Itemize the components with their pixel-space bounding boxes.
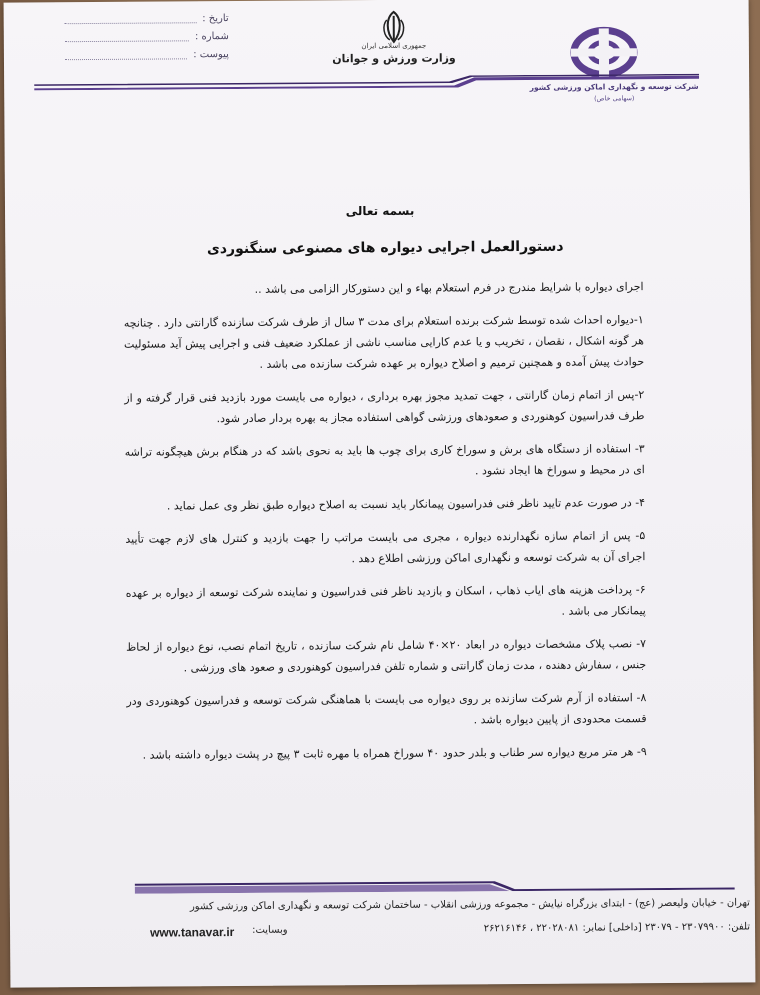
company-logo-icon (569, 26, 639, 78)
item-2: ۲-پس از اتمام زمان گارانتی ، جهت تمدید مجوز بهره برداری ، دیواره می بایست مورد بازدید فنی قرار گرفته و از طرف فدراسیون کوهنوردی و صعودهای ورزشی گواهی استفاده مجاز به بهره بردار صادر شود. (124, 388, 645, 426)
footer-address: تهران - خیابان ولیعصر (عج) - ابتدای بزرگراه نیایش - مجموعه ورزشی انقلاب - ساختمان شرکت توسعه و نگهداری اماکن ورزشی کشور (189, 897, 750, 913)
footer-contact (140, 921, 751, 940)
website-label: وبسایت: (252, 924, 288, 936)
intro-paragraph: اجرای دیواره با شرایط مندرج در فرم استعلام بهاء و این دستورکار الزامی می باشد .. (254, 280, 644, 296)
item-3: ۳- استفاده از دستگاه های برش و سوراخ کاری برای چوب ها باید به نحوی باشد که در هنگام برش هیچگونه تراشه ای در محیط و سوراخ ها ایجاد نشود . (124, 442, 645, 478)
attachment-field (59, 45, 229, 64)
item-1: ۱-دیواره احداث شده توسط شرکت برنده استعلام برای مدت ۳ سال از طرف شرکت سازنده گارانتی دارد . چنانچه هر گونه اشکال ، نقصان ، تخریب و یا عدم کارایی مناسب ناشی از عملکرد ضعیف فنی و اجرایی پیش آید مسئولیت حوادث پیش آمده و همچنین ترمیم و اصلاح دیواره بر عهده شرکت سازنده می باشد . (123, 313, 645, 371)
document-body (124, 276, 647, 778)
item-6: ۶- پرداخت هزینه های ایاب ذهاب ، اسکان و بازدید ناظر فنی فدراسیون و نماینده شرکت توسعه از دیواره بر عهده پیمانکار می باشد . (125, 583, 646, 618)
attachment-dots (65, 50, 187, 60)
date-dots (65, 14, 197, 24)
company-subtitle: (سهامی خاص) (594, 94, 635, 103)
website-link[interactable]: www.tanavar.ir (150, 925, 235, 940)
item-9: ۹- هر متر مربع دیواره سر طناب و بلدر حدود ۴۰ سوراخ همراه با مهره ثابت ۳ پیچ در پشت دیواره داشته باشد . (142, 745, 647, 762)
footer-phones: تلفن: ۲۳۰۷۹۹۰۰ - ۲۳۰۷۹ [داخلی] نمابر: ۲۲۰۲۸۰۸۱ ، ۲۶۲۱۶۱۴۶ (483, 921, 751, 935)
reference-fields (59, 9, 229, 64)
number-label: شماره : (194, 30, 229, 42)
company-name: شرکت توسعه و نگهداری اماکن ورزشی کشور (529, 81, 699, 92)
item-5: ۵- پس از اتمام سازه نگهدارنده دیواره ، مجری می بایست مراتب را جهت بازدید و کنترل های لازم جهت تأیید اجرای آن به شرکت توسعه و نگهداری اماکن ورزشی اطلاع دهد . (125, 529, 646, 566)
date-field (59, 9, 229, 28)
item-4: ۴- در صورت عدم تایید ناظر فنی فدراسیون پیمانکار باید نسبت به اصلاح دیواره طبق نظر وی عمل نماید . (166, 496, 646, 513)
bismillah: بسمه تعالی (345, 203, 415, 219)
footer-divider (135, 878, 735, 894)
number-field (59, 27, 229, 46)
number-dots (65, 32, 189, 42)
date-label: تاریخ : (202, 12, 229, 24)
attachment-label: پیوست : (193, 48, 229, 60)
item-8: ۸- استفاده از آرم شرکت سازنده بر روی دیواره می بایست با هماهنگی شرکت توسعه و فدراسیون کوهنوردی ودر قسمت محدودی از پایین دیواره باشد . (126, 691, 647, 727)
emblem-caption: جمهوری اسلامی ایران (361, 41, 427, 51)
ministry-name: وزارت ورزش و جوانان (332, 51, 456, 66)
letter-page (4, 0, 756, 988)
document-title: دستورالعمل اجرایی دیواره های مصنوعی سنگنوردی (206, 238, 564, 258)
item-7: ۷- نصب پلاک مشخصات دیواره در ابعاد ۲۰×۴۰ شامل نام شرکت سازنده ، تاریخ اتمام نصب، نوع دیواره از لحاظ جنس ، سفارش دهنده ، مدت زمان گارانتی و شماره تلفن فدراسیون کوهنوردی و صعود های ورزشی . (126, 637, 647, 675)
